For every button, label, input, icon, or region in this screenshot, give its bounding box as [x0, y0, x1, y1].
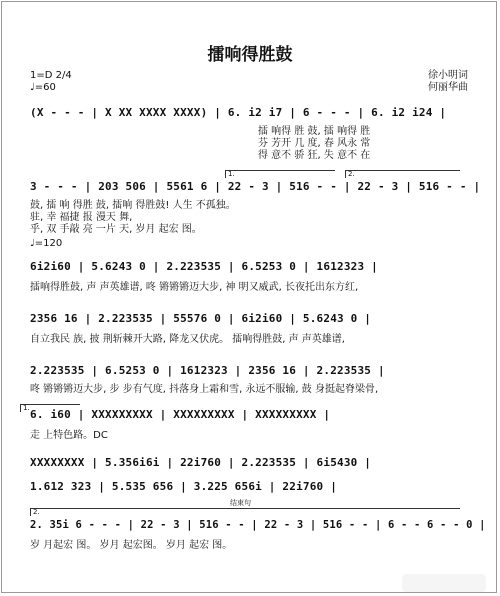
volta-label-3: 1.	[23, 404, 30, 412]
volta-label-2: 2.	[348, 170, 355, 178]
notation-line-6: 6. i60 | XXXXXXXXX | XXXXXXXXX | XXXXXXXXX |	[30, 408, 331, 421]
volta-bracket-2-edge	[345, 170, 346, 178]
notation-line-3: 6i2i60 | 5.6243 0 | 2.223535 | 6.5253 0 | 1612323 |	[30, 260, 378, 273]
key-signature: 1=D 2/4	[30, 70, 72, 81]
volta-bracket-1-edge	[225, 170, 226, 178]
lyric-line-2c: 乎, 双 手敲 亮 一片 天, 岁月 起宏 图。	[30, 224, 202, 235]
watermark-badge	[402, 574, 486, 592]
lyric-line-4: 自立我民 族, 披 荆斩棘开大路, 降龙又伏虎。 擂响得胜鼓, 声 声英雄谱,	[30, 334, 345, 345]
tempo-marking-2: ♩=120	[30, 238, 63, 249]
notation-line-5: 2.223535 | 6.5253 0 | 1612323 | 2356 16 | 2.223535 |	[30, 364, 385, 377]
lyric-line-1c: 得 意不 骄 狂, 失 意不 在	[258, 150, 371, 161]
finale-bracket	[30, 508, 460, 509]
notation-line-1: (X - - - | X XX XXXX XXXX) | 6. i2 i7 | 6 - - - | 6. i2 i24 |	[30, 106, 447, 119]
finale-bracket-edge-left	[30, 508, 31, 516]
notation-line-8: 1.612 323 | 5.535 656 | 3.225 656i | 22i760 |	[30, 480, 338, 493]
lyric-line-2a: 鼓, 擂 响 得胜 鼓, 擂响 得胜鼓! 人生 不孤独。	[30, 200, 236, 211]
volta-bracket-3-edge	[20, 404, 21, 412]
finale-label: 结束句	[230, 499, 251, 507]
lyric-line-6: 走 上特色路。DC	[30, 430, 108, 441]
lyricist-credit: 徐小明词	[428, 70, 468, 81]
volta-bracket-2	[345, 170, 460, 171]
song-title: 擂响得胜鼓	[207, 45, 293, 65]
lyric-line-2b: 驻, 幸 福捷 报 漫天 舞,	[30, 212, 133, 223]
lyric-line-5: 咚 锵锵锵迈大步, 步 步有气度, 抖落身上霜和雪, 永远不服输, 鼓 身挺起脊梁骨,	[30, 384, 379, 395]
notation-line-7: XXXXXXXX | 5.356i6i | 22i760 | 2.223535 | 6i5430 |	[30, 456, 372, 469]
notation-line-9: 2. 35i 6 - - - | 22 - 3 | 516 - - | 22 - 3 | 516 - - | 6 - - 6 - - 0 |	[30, 518, 486, 531]
lyric-line-1b: 芬 芳开 几 度, 春 风永 常	[258, 138, 371, 149]
volta-bracket-1	[225, 170, 335, 171]
lyric-line-1a: 擂 响得 胜 鼓, 擂 响得 胜	[258, 126, 371, 137]
lyric-line-3: 擂响得胜鼓, 声 声英雄谱, 咚 锵锵锵迈大步, 神 明又威武, 长夜托出东方红,	[30, 282, 359, 293]
notation-line-2: 3 - - - | 203 506 | 5561 6 | 22 - 3 | 516 - - | 22 - 3 | 516 - - |	[30, 180, 481, 193]
volta-label-4: 2.	[33, 508, 40, 516]
notation-line-4: 2356 16 | 2.223535 | 55576 0 | 6i2i60 | 5.6243 0 |	[30, 312, 372, 325]
volta-label-1: 1.	[228, 170, 235, 178]
tempo-marking: ♩=60	[30, 82, 56, 93]
composer-credit: 何丽华曲	[428, 82, 468, 93]
lyric-line-9: 岁 月起宏 图。 岁月 起宏图。 岁月 起宏 图。	[30, 540, 233, 551]
